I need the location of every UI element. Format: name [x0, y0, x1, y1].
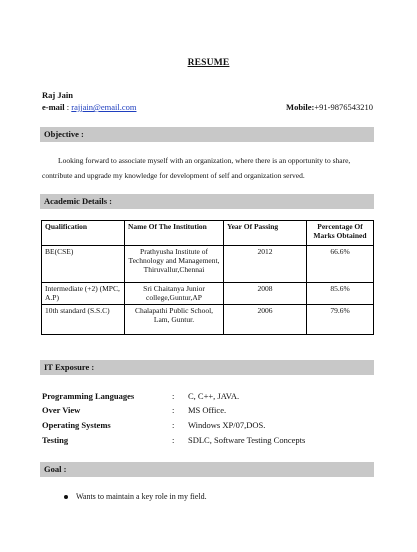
skill-value: Windows XP/07,DOS. — [188, 420, 266, 430]
table-cell: 2012 — [224, 246, 307, 283]
table-cell: 10th standard (S.S.C) — [42, 305, 125, 335]
column-header: Year Of Passing — [224, 221, 307, 246]
academic-section-header — [40, 194, 374, 209]
email-link[interactable]: rajjain@email.com — [71, 102, 137, 112]
table-cell: 85.6% — [307, 283, 374, 305]
column-header: Qualification — [42, 221, 125, 246]
table-row — [42, 246, 374, 283]
mobile-label: Mobile: — [286, 102, 315, 112]
academic-table — [41, 220, 374, 335]
list-item — [64, 492, 207, 501]
list-item: Testing : SDLC, Software Testing Concepts — [42, 435, 306, 445]
column-header: Name Of The Institution — [125, 221, 224, 246]
table-cell: 79.6% — [307, 305, 374, 335]
goal-heading: Goal : — [44, 464, 67, 474]
list-item: Operating Systems : Windows XP/07,DOS. — [42, 420, 266, 430]
bullet-icon — [64, 495, 68, 499]
table-cell: 66.6% — [307, 246, 374, 283]
table-cell: Sri Chaitanya Junior college,Guntur,AP — [125, 283, 224, 305]
skill-value: C, C++, JAVA. — [188, 391, 240, 401]
it-exposure-section-header — [40, 360, 374, 375]
academic-heading: Academic Details : — [44, 196, 112, 206]
table-cell: 2006 — [224, 305, 307, 335]
list-item: Over View : MS Office. — [42, 405, 227, 415]
skill-label: Operating Systems — [42, 420, 111, 430]
table-row — [42, 283, 374, 305]
table-cell: Prathyusha Institute of Technology and Management, Thiruvallur,Chennai — [125, 246, 224, 283]
column-header: Percentage Of Marks Obtained — [307, 221, 374, 246]
table-header-row — [42, 221, 374, 246]
objective-heading: Objective : — [44, 129, 84, 139]
skill-value: SDLC, Software Testing Concepts — [188, 435, 306, 445]
objective-text: Looking forward to associate myself with an organization, where there is an opportunity to share, contribute and upgrade my knowledge for development of self and organization served. — [42, 156, 351, 180]
table-cell: Chalapathi Public School, Lam, Guntur. — [125, 305, 224, 335]
resume-title: RESUME — [187, 58, 230, 68]
candidate-name: Raj Jain — [42, 90, 73, 100]
skill-label: Testing — [42, 435, 69, 445]
table-row — [42, 305, 374, 335]
table-cell: BE(CSE) — [42, 246, 125, 283]
it-exposure-heading: IT Exposure : — [44, 362, 95, 372]
skill-label: Over View — [42, 405, 81, 415]
email-label: e-mail — [42, 102, 65, 112]
table-cell: 2008 — [224, 283, 307, 305]
list-item: Programming Languages : C, C++, JAVA. — [42, 391, 240, 401]
skill-label: Programming Languages — [42, 391, 135, 401]
table-cell: Intermediate (+2) (MPC, A.P) — [42, 283, 125, 305]
goal-text: Wants to maintain a key role in my field. — [76, 492, 207, 501]
goal-section-header — [40, 462, 374, 477]
email-row: e-mail : rajjain@email.com — [42, 102, 137, 112]
mobile-number: +91-9876543210 — [314, 102, 373, 112]
skill-value: MS Office. — [188, 405, 227, 415]
mobile-row — [286, 102, 373, 112]
objective-section-header — [40, 127, 374, 142]
